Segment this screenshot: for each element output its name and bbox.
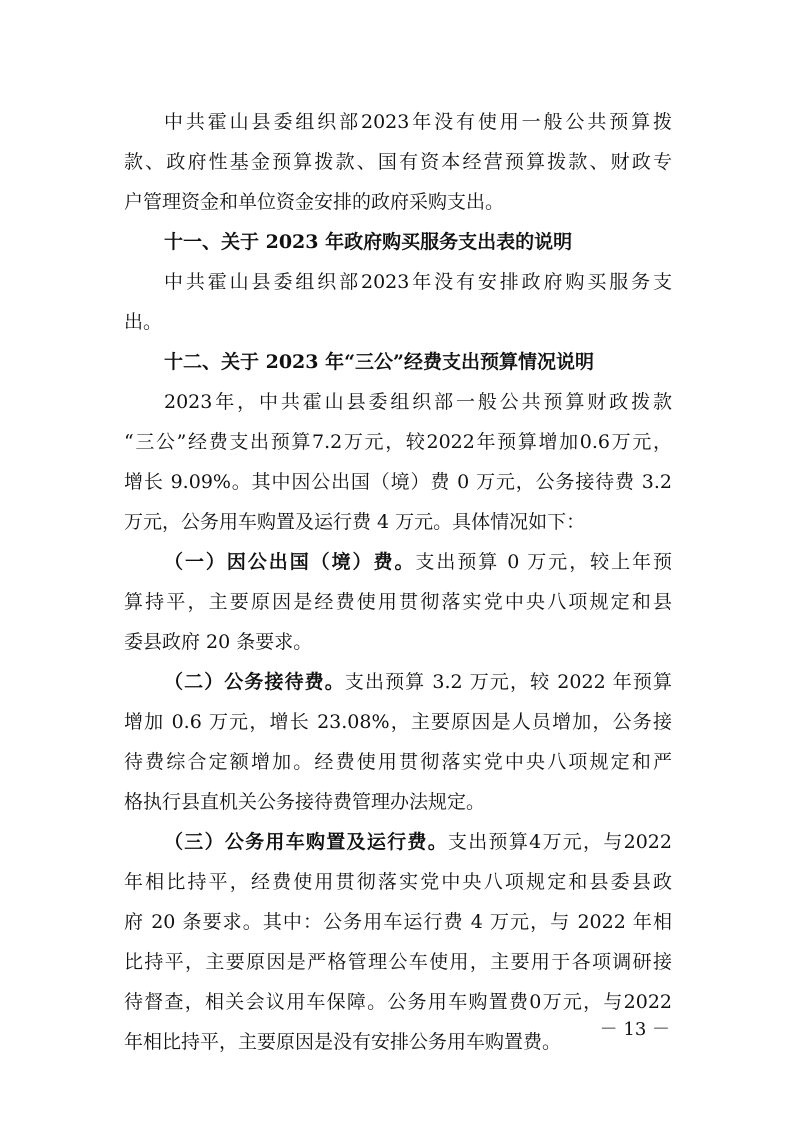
paragraph-line: 比持平，主要原因是严格管理公车使用，主要用于各项调研接 bbox=[124, 951, 672, 973]
paragraph-line bbox=[164, 543, 672, 581]
paragraph-line: 府 20 条要求。其中：公务用车运行费 4 万元，与 2022 年相 bbox=[124, 911, 672, 933]
subsection-lead: （二）公务接待费。 bbox=[164, 671, 345, 693]
paragraph-line: 委县政府 20 条要求。 bbox=[124, 631, 313, 653]
paragraph-line: 算持平，主要原因是经费使用贯彻落实党中央八项规定和县 bbox=[124, 591, 672, 613]
paragraph-line: 中共霍山县委组织部2023年没有安排政府购买服务支 bbox=[164, 271, 672, 293]
paragraph-line: 万元，公务用车购置及运行费 4 万元。具体情况如下： bbox=[124, 511, 586, 533]
paragraph-line: “三公”经费支出预算7.2万元，较2022年预算增加0.6万元， bbox=[124, 431, 672, 453]
paragraph-line: 待督查，相关会议用车保障。公务用车购置费0万元，与2022 bbox=[124, 991, 672, 1013]
page-number: － 13 － bbox=[599, 1019, 670, 1040]
paragraph-line: 格执行县直机关公务接待费管理办法规定。 bbox=[124, 791, 486, 813]
section-heading-11: 十一、关于 2023 年政府购买服务支出表的说明 bbox=[164, 231, 573, 253]
paragraph-line: 增长 9.09%。其中因公出国（境）费 0 万元，公务接待费 3.2 bbox=[124, 471, 672, 493]
paragraph-line: 年相比持平，主要原因是没有安排公务用车购置费。 bbox=[124, 1031, 562, 1053]
paragraph-text: 支出预算 3.2 万元，较 2022 年预算 bbox=[344, 671, 672, 693]
paragraph-line: 增加 0.6 万元，增长 23.08%，主要原因是人员增加，公务接 bbox=[124, 711, 672, 733]
paragraph-text: 支出预算 0 万元，较上年预 bbox=[415, 551, 672, 573]
subsection-lead: （三）公务用车购置及运行费。 bbox=[164, 831, 448, 853]
paragraph-line: 款、政府性基金预算拨款、国有资本经营预算拨款、财政专 bbox=[124, 151, 672, 173]
paragraph-line: 年相比持平，经费使用贯彻落实党中央八项规定和县委县政 bbox=[124, 871, 672, 893]
paragraph-line: 出。 bbox=[124, 311, 163, 333]
paragraph-line: 中共霍山县委组织部2023年没有使用一般公共预算拨 bbox=[164, 111, 672, 133]
paragraph-line: 户管理资金和单位资金安排的政府采购支出。 bbox=[124, 191, 505, 213]
paragraph-line: 待费综合定额增加。经费使用贯彻落实党中央八项规定和严 bbox=[124, 751, 672, 773]
subsection-lead: （一）因公出国（境）费。 bbox=[164, 551, 416, 573]
paragraph-text: 支出预算4万元，与2022 bbox=[447, 831, 672, 853]
section-heading-12: 十二、关于 2023 年“三公”经费支出预算情况说明 bbox=[164, 351, 594, 373]
paragraph-line: 2023年，中共霍山县委组织部一般公共预算财政拨款 bbox=[164, 391, 672, 413]
paragraph-line bbox=[164, 823, 672, 861]
paragraph-line bbox=[164, 663, 672, 701]
